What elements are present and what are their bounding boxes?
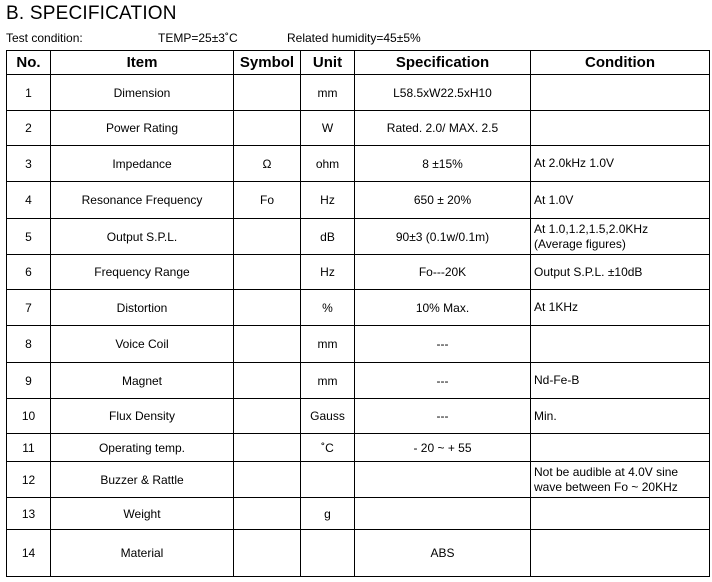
row-item: Flux Density xyxy=(51,399,234,434)
row-symbol xyxy=(234,290,301,326)
table-row xyxy=(7,111,710,146)
row-number: 8 xyxy=(7,326,51,363)
row-symbol xyxy=(234,462,301,498)
row-item: Voice Coil xyxy=(51,326,234,363)
row-symbol xyxy=(234,399,301,434)
header-no: No. xyxy=(7,51,51,75)
table-row xyxy=(7,363,710,399)
table-header-row xyxy=(7,51,710,75)
row-unit: ˚C xyxy=(301,434,355,462)
row-specification: --- xyxy=(355,326,531,363)
row-unit: g xyxy=(301,498,355,530)
header-condition: Condition xyxy=(531,51,710,75)
row-number: 4 xyxy=(7,182,51,219)
row-item: Material xyxy=(51,530,234,577)
row-symbol xyxy=(234,530,301,577)
table-row xyxy=(7,326,710,363)
row-condition: Nd-Fe-B xyxy=(531,363,710,399)
header-item: Item xyxy=(51,51,234,75)
row-condition: At 2.0kHz 1.0V xyxy=(531,146,710,182)
row-number: 14 xyxy=(7,530,51,577)
row-specification: Rated. 2.0/ MAX. 2.5 xyxy=(355,111,531,146)
row-item: Distortion xyxy=(51,290,234,326)
row-number: 2 xyxy=(7,111,51,146)
row-condition: At 1KHz xyxy=(531,290,710,326)
row-unit: W xyxy=(301,111,355,146)
table-row xyxy=(7,530,710,577)
row-item: Dimension xyxy=(51,75,234,111)
row-specification: ABS xyxy=(355,530,531,577)
row-unit: Gauss xyxy=(301,399,355,434)
row-specification: --- xyxy=(355,399,531,434)
row-specification: --- xyxy=(355,363,531,399)
row-number: 13 xyxy=(7,498,51,530)
row-condition xyxy=(531,498,710,530)
row-condition: Min. xyxy=(531,399,710,434)
row-specification xyxy=(355,462,531,498)
table-row xyxy=(7,434,710,462)
row-condition xyxy=(531,75,710,111)
row-specification: 650 ± 20% xyxy=(355,182,531,219)
row-symbol xyxy=(234,75,301,111)
row-unit: mm xyxy=(301,363,355,399)
row-symbol xyxy=(234,255,301,290)
row-condition xyxy=(531,434,710,462)
row-specification: - 20 ~ + 55 xyxy=(355,434,531,462)
row-specification: 90±3 (0.1w/0.1m) xyxy=(355,219,531,255)
row-symbol xyxy=(234,219,301,255)
row-number: 9 xyxy=(7,363,51,399)
row-symbol xyxy=(234,326,301,363)
row-unit xyxy=(301,530,355,577)
row-item: Power Rating xyxy=(51,111,234,146)
row-symbol xyxy=(234,363,301,399)
row-symbol: Ω xyxy=(234,146,301,182)
row-number: 5 xyxy=(7,219,51,255)
row-item: Impedance xyxy=(51,146,234,182)
table-row xyxy=(7,75,710,111)
row-specification: L58.5xW22.5xH10 xyxy=(355,75,531,111)
row-number: 1 xyxy=(7,75,51,111)
row-condition: Output S.P.L. ±10dB xyxy=(531,255,710,290)
row-symbol xyxy=(234,498,301,530)
row-number: 11 xyxy=(7,434,51,462)
row-condition: At 1.0V xyxy=(531,182,710,219)
row-symbol xyxy=(234,434,301,462)
row-item: Buzzer & Rattle xyxy=(51,462,234,498)
specification-table xyxy=(6,50,710,577)
table-row xyxy=(7,255,710,290)
row-item: Output S.P.L. xyxy=(51,219,234,255)
header-unit: Unit xyxy=(301,51,355,75)
row-symbol xyxy=(234,111,301,146)
row-unit: % xyxy=(301,290,355,326)
test-condition-humidity: Related humidity=45±5% xyxy=(287,31,421,45)
row-item: Operating temp. xyxy=(51,434,234,462)
row-specification: 8 ±15% xyxy=(355,146,531,182)
page-title: B. SPECIFICATION xyxy=(6,3,177,24)
row-item: Magnet xyxy=(51,363,234,399)
table-row xyxy=(7,219,710,255)
header-symbol: Symbol xyxy=(234,51,301,75)
table-row xyxy=(7,399,710,434)
row-item: Resonance Frequency xyxy=(51,182,234,219)
row-number: 7 xyxy=(7,290,51,326)
row-number: 3 xyxy=(7,146,51,182)
row-unit: dB xyxy=(301,219,355,255)
row-number: 12 xyxy=(7,462,51,498)
row-specification xyxy=(355,498,531,530)
table-row xyxy=(7,498,710,530)
row-specification: Fo---20K xyxy=(355,255,531,290)
row-unit xyxy=(301,462,355,498)
row-unit: Hz xyxy=(301,182,355,219)
row-number: 10 xyxy=(7,399,51,434)
row-unit: mm xyxy=(301,326,355,363)
row-item: Frequency Range xyxy=(51,255,234,290)
row-unit: Hz xyxy=(301,255,355,290)
row-unit: ohm xyxy=(301,146,355,182)
row-specification: 10% Max. xyxy=(355,290,531,326)
row-condition: At 1.0,1.2,1.5,2.0KHz (Average figures) xyxy=(531,219,710,255)
row-condition xyxy=(531,326,710,363)
row-condition xyxy=(531,530,710,577)
row-condition xyxy=(531,111,710,146)
row-symbol: Fo xyxy=(234,182,301,219)
header-specification: Specification xyxy=(355,51,531,75)
row-item: Weight xyxy=(51,498,234,530)
row-number: 6 xyxy=(7,255,51,290)
test-condition-label: Test condition: xyxy=(6,31,83,45)
test-condition-temp: TEMP=25±3˚C xyxy=(158,31,238,45)
row-condition: Not be audible at 4.0V sine wave between Fo ~ 20KHz xyxy=(531,462,710,498)
table-row xyxy=(7,146,710,182)
table-row xyxy=(7,182,710,219)
row-unit: mm xyxy=(301,75,355,111)
table-row xyxy=(7,290,710,326)
table-row xyxy=(7,462,710,498)
